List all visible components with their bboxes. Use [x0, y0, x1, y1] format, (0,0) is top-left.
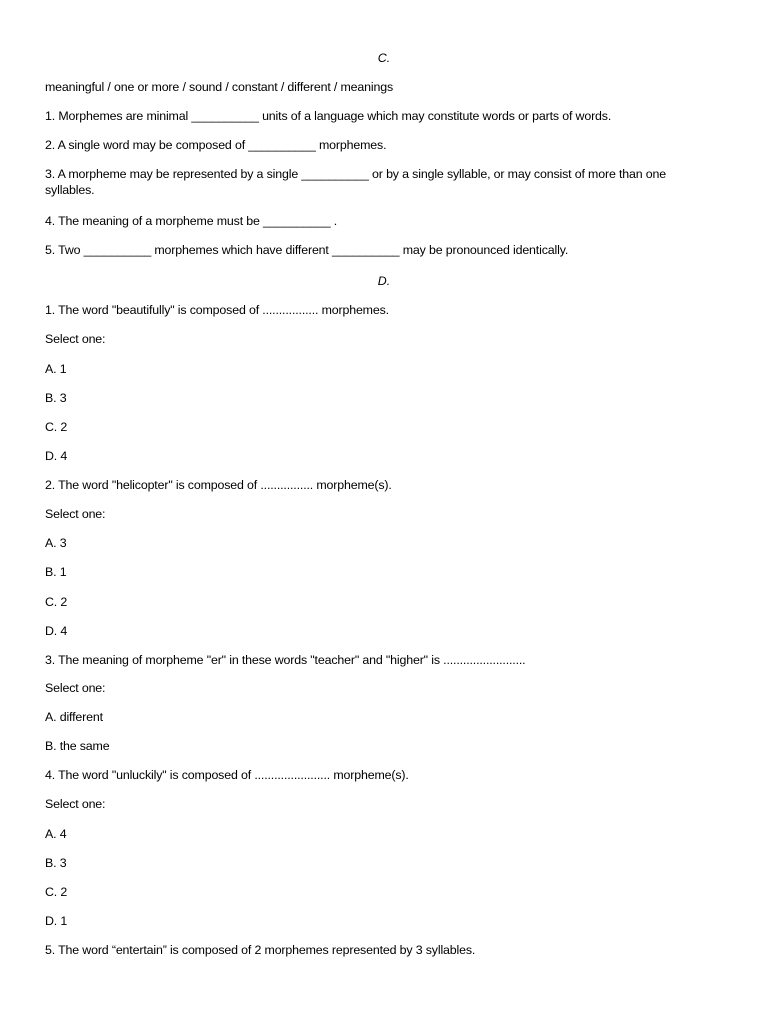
- question-2-option-a[interactable]: A. 3: [45, 536, 67, 550]
- section-c-item-5: 5. Two __________ morphemes which have different __________ may be pronounced identically.: [45, 243, 569, 257]
- section-d-heading: D.: [377, 274, 391, 288]
- section-c-heading: C.: [377, 51, 391, 65]
- section-c-item-4: 4. The meaning of a morpheme must be __________ .: [45, 214, 338, 228]
- section-c-item-1: 1. Morphemes are minimal __________ units of a language which may constitute words or parts of words.: [45, 109, 612, 123]
- question-4-option-c[interactable]: C. 2: [45, 885, 68, 899]
- question-3-select-label: Select one:: [45, 681, 106, 695]
- question-4-option-a[interactable]: A. 4: [45, 827, 67, 841]
- question-1-prompt: 1. The word "beautifully" is composed of ................. morphemes.: [45, 303, 389, 317]
- question-3-prompt: 3. The meaning of morpheme "er" in these words "teacher" and "higher" is .........................: [45, 653, 526, 667]
- question-1-option-d[interactable]: D. 4: [45, 449, 68, 463]
- question-4-prompt: 4. The word "unluckily" is composed of ....................... morpheme(s).: [45, 768, 409, 782]
- question-2-option-c[interactable]: C. 2: [45, 595, 68, 609]
- question-4-option-d[interactable]: D. 1: [45, 914, 68, 928]
- question-4-option-b[interactable]: B. 3: [45, 856, 67, 870]
- section-c-item-2: 2. A single word may be composed of __________ morphemes.: [45, 138, 387, 152]
- question-1-option-b[interactable]: B. 3: [45, 391, 67, 405]
- question-2-prompt: 2. The word "helicopter" is composed of ................ morpheme(s).: [45, 478, 392, 492]
- question-3-option-b[interactable]: B. the same: [45, 739, 110, 753]
- question-4-select-label: Select one:: [45, 797, 106, 811]
- question-3-option-a[interactable]: A. different: [45, 710, 103, 724]
- question-2-option-d[interactable]: D. 4: [45, 624, 68, 638]
- section-c-item-3: 3. A morpheme may be represented by a single __________ or by a single syllable, or may consist of more than one syllables.: [45, 167, 667, 197]
- question-2-option-b[interactable]: B. 1: [45, 565, 67, 579]
- question-1-option-c[interactable]: C. 2: [45, 420, 68, 434]
- word-bank: meaningful / one or more / sound / constant / different / meanings: [45, 80, 394, 94]
- question-1-option-a[interactable]: A. 1: [45, 362, 67, 376]
- question-1-select-label: Select one:: [45, 332, 106, 346]
- question-5-prompt: 5. The word “entertain” is composed of 2 morphemes represented by 3 syllables.: [45, 943, 476, 957]
- question-2-select-label: Select one:: [45, 507, 106, 521]
